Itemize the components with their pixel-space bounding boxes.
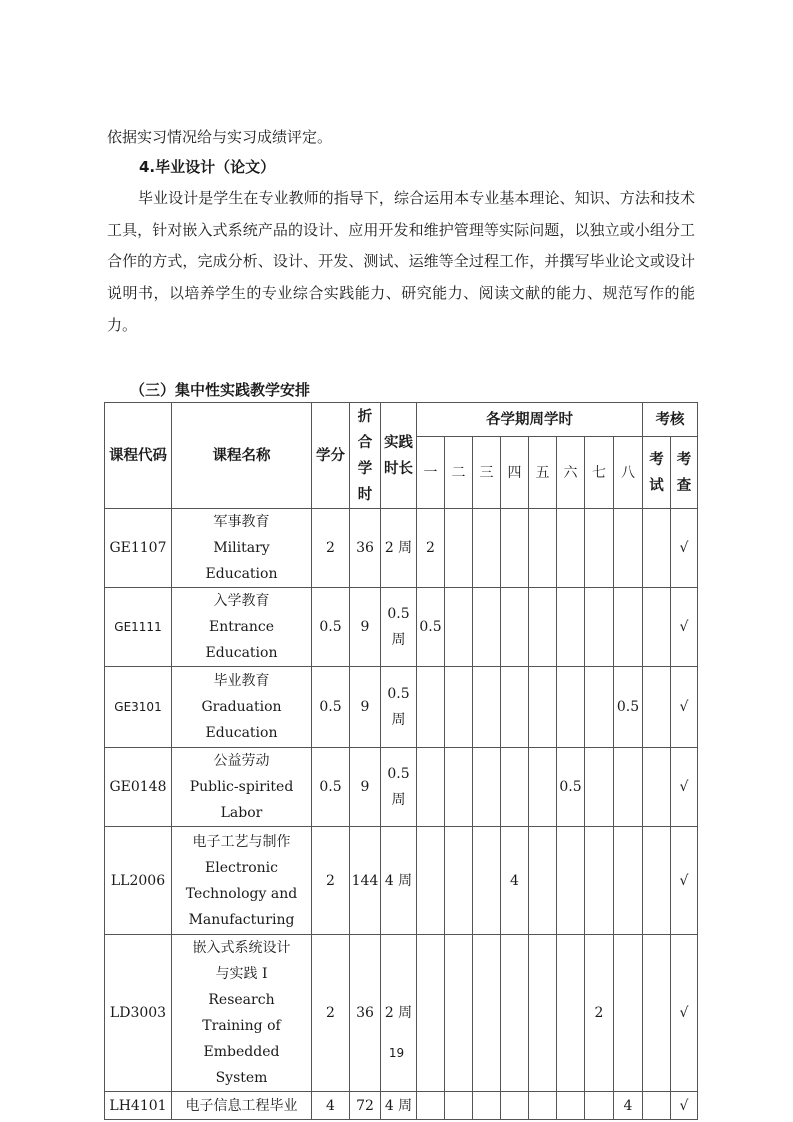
header-duration — [381, 403, 417, 509]
semester-8-hours: 4 — [614, 1092, 643, 1120]
semester-7-hours — [585, 827, 614, 935]
course-name — [172, 509, 312, 588]
header-assessment-group: 考核 — [643, 403, 698, 437]
course-name-cn: 电子工艺与制作 — [192, 833, 291, 850]
header-hours — [350, 403, 381, 509]
practice-schedule-table — [104, 402, 698, 1120]
exam-mark — [643, 588, 671, 667]
course-name-en: Military Education — [205, 540, 278, 582]
header-code: 课程代码 — [105, 403, 172, 509]
course-name — [172, 748, 312, 827]
header-hours-text: 折合学时 — [357, 408, 373, 503]
semester-2-hours — [445, 748, 473, 827]
semester-3-hours — [473, 509, 501, 588]
semester-3-hours — [473, 827, 501, 935]
course-name-cn: 嵌入式系统设计与实践 I — [192, 940, 291, 982]
course-name-en: Public-spirited Labor — [189, 779, 294, 821]
credit: 0.5 — [312, 748, 350, 827]
semester-7-hours: 2 — [585, 935, 614, 1092]
credit: 2 — [312, 935, 350, 1092]
semester-5-hours — [529, 588, 557, 667]
semester-3-hours — [473, 748, 501, 827]
semester-6-hours: 0.5 — [557, 748, 585, 827]
header-semester-6: 六 — [557, 437, 585, 509]
header-semesters-group: 各学期周学时 — [417, 403, 643, 437]
duration: 0.5 周 — [381, 748, 417, 827]
credit: 2 — [312, 509, 350, 588]
semester-7-hours — [585, 588, 614, 667]
semester-1-hours — [417, 935, 445, 1092]
course-code: LH4101 — [105, 1092, 172, 1120]
semester-7-hours — [585, 1092, 614, 1120]
semester-1-hours — [417, 667, 445, 748]
header-check-text: 考查 — [676, 451, 692, 494]
check-mark: √ — [671, 588, 698, 667]
table-row — [105, 748, 698, 827]
course-name-cn: 入学教育 — [213, 593, 270, 609]
course-name-en: Electronic Technology and Manufacturing — [185, 859, 298, 928]
semester-5-hours — [529, 509, 557, 588]
semester-6-hours — [557, 827, 585, 935]
course-name — [172, 588, 312, 667]
course-name — [172, 667, 312, 748]
table-row — [105, 827, 698, 935]
header-semester-5: 五 — [529, 437, 557, 509]
semester-4-hours — [501, 935, 529, 1092]
check-mark: √ — [671, 1092, 698, 1120]
duration: 2 周 — [381, 935, 417, 1092]
semester-4-hours — [501, 667, 529, 748]
course-name — [172, 1092, 312, 1120]
course-code: LD3003 — [105, 935, 172, 1092]
semester-5-hours — [529, 827, 557, 935]
header-semester-4: 四 — [501, 437, 529, 509]
duration: 0.5 周 — [381, 667, 417, 748]
course-name — [172, 935, 312, 1092]
semester-2-hours — [445, 1092, 473, 1120]
course-name-cn: 公益劳动 — [213, 753, 270, 769]
header-check — [671, 437, 698, 509]
check-mark: √ — [671, 827, 698, 935]
header-semester-7: 七 — [585, 437, 614, 509]
header-exam — [643, 437, 671, 509]
header-semester-2: 二 — [445, 437, 473, 509]
table-row — [105, 667, 698, 748]
semester-8-hours — [614, 935, 643, 1092]
section-paragraph: 毕业设计是学生在专业教师的指导下，综合运用本专业基本理论、知识、方法和技术工具，针对嵌入式系统产品的设计、应用开发和维护管理等实际问题，以独立或小组分工合作的方式，完成分析、设计、开发、测试、运维等全过程工作，并撰写毕业论文或设计说明书，以培养学生的专业综合实践能力、研究能力、阅读文献的能力、规范写作的能力。 — [107, 189, 695, 334]
semester-6-hours — [557, 1092, 585, 1120]
hours: 72 — [350, 1092, 381, 1120]
table-row — [105, 509, 698, 588]
check-mark: √ — [671, 748, 698, 827]
course-code: GE1107 — [105, 509, 172, 588]
course-code: GE0148 — [105, 748, 172, 827]
hours: 144 — [350, 827, 381, 935]
course-name-cn: 电子信息工程毕业 — [185, 1097, 298, 1114]
duration: 0.5 周 — [381, 588, 417, 667]
table-section-title: （三）集中性实践教学安排 — [130, 381, 311, 399]
course-code: GE3101 — [105, 667, 172, 748]
semester-3-hours — [473, 667, 501, 748]
hours: 9 — [350, 748, 381, 827]
exam-mark — [643, 827, 671, 935]
semester-1-hours — [417, 748, 445, 827]
header-duration-text: 实践时长 — [384, 434, 413, 477]
course-name-en: Entrance Education — [205, 619, 278, 661]
semester-3-hours — [473, 1092, 501, 1120]
semester-1-hours: 2 — [417, 509, 445, 588]
semester-1-hours: 0.5 — [417, 588, 445, 667]
table-row — [105, 1092, 698, 1120]
semester-6-hours — [557, 588, 585, 667]
hours: 36 — [350, 935, 381, 1092]
semester-4-hours — [501, 1092, 529, 1120]
table-row — [105, 588, 698, 667]
duration: 2 周 — [381, 509, 417, 588]
semester-4-hours: 4 — [501, 827, 529, 935]
hours: 9 — [350, 667, 381, 748]
header-name: 课程名称 — [172, 403, 312, 509]
semester-2-hours — [445, 667, 473, 748]
semester-2-hours — [445, 588, 473, 667]
exam-mark — [643, 509, 671, 588]
semester-6-hours — [557, 667, 585, 748]
duration: 4 周 — [381, 827, 417, 935]
exam-mark — [643, 935, 671, 1092]
course-name-en: Research Training of Embedded System — [202, 992, 281, 1086]
semester-2-hours — [445, 827, 473, 935]
hours: 9 — [350, 588, 381, 667]
exam-mark — [643, 667, 671, 748]
semester-7-hours — [585, 509, 614, 588]
check-mark: √ — [671, 667, 698, 748]
header-semester-3: 三 — [473, 437, 501, 509]
semester-6-hours — [557, 509, 585, 588]
semester-7-hours — [585, 748, 614, 827]
credit: 0.5 — [312, 667, 350, 748]
semester-5-hours — [529, 748, 557, 827]
semester-3-hours — [473, 935, 501, 1092]
check-mark: √ — [671, 935, 698, 1092]
header-semester-8: 八 — [614, 437, 643, 509]
semester-4-hours — [501, 588, 529, 667]
page-number: 19 — [388, 1046, 405, 1060]
semester-5-hours — [529, 667, 557, 748]
course-name-cn: 毕业教育 — [213, 673, 270, 689]
header-semester-1: 一 — [417, 437, 445, 509]
semester-6-hours — [557, 935, 585, 1092]
semester-5-hours — [529, 1092, 557, 1120]
semester-1-hours — [417, 1092, 445, 1120]
header-credit: 学分 — [312, 403, 350, 509]
credit: 2 — [312, 827, 350, 935]
semester-2-hours — [445, 935, 473, 1092]
semester-8-hours — [614, 509, 643, 588]
exam-mark — [643, 748, 671, 827]
semester-8-hours — [614, 588, 643, 667]
credit: 4 — [312, 1092, 350, 1120]
semester-8-hours — [614, 748, 643, 827]
semester-5-hours — [529, 935, 557, 1092]
course-code: GE1111 — [105, 588, 172, 667]
course-code: LL2006 — [105, 827, 172, 935]
semester-8-hours: 0.5 — [614, 667, 643, 748]
semester-3-hours — [473, 588, 501, 667]
check-mark: √ — [671, 509, 698, 588]
exam-mark — [643, 1092, 671, 1120]
duration: 4 周 — [381, 1092, 417, 1120]
course-name — [172, 827, 312, 935]
credit: 0.5 — [312, 588, 350, 667]
semester-2-hours — [445, 509, 473, 588]
semester-4-hours — [501, 748, 529, 827]
semester-7-hours — [585, 667, 614, 748]
course-name-en: Graduation Education — [201, 699, 282, 741]
course-name-cn: 军事教育 — [213, 514, 270, 530]
table-row — [105, 935, 698, 1092]
intro-line: 依据实习情况给与实习成绩评定。 — [107, 128, 333, 146]
section-heading: 4.毕业设计（论文） — [139, 158, 276, 176]
semester-4-hours — [501, 509, 529, 588]
semester-1-hours — [417, 827, 445, 935]
semester-8-hours — [614, 827, 643, 935]
hours: 36 — [350, 509, 381, 588]
header-exam-text: 考试 — [649, 451, 664, 494]
